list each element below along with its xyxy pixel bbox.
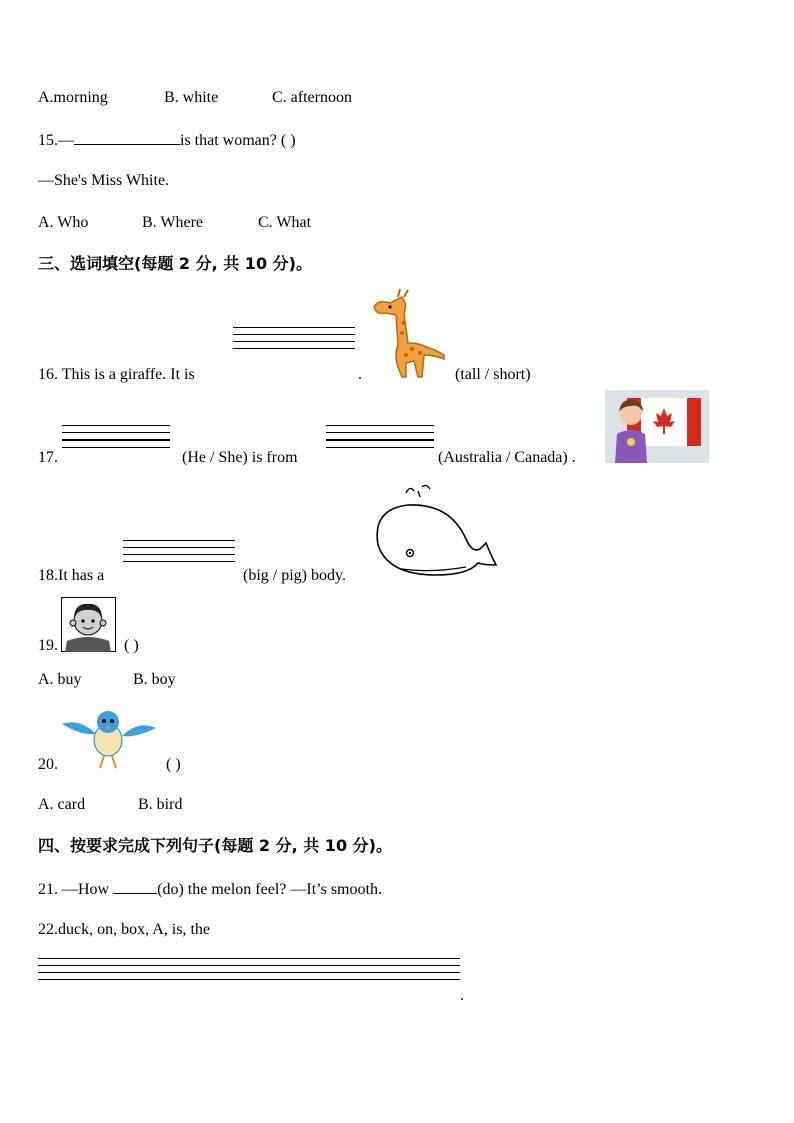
q18-writing-lines[interactable] bbox=[123, 540, 235, 562]
q20-answer-paren[interactable]: ( ) bbox=[166, 756, 181, 773]
q14-option-b: B. white bbox=[164, 89, 219, 106]
q21-blank[interactable] bbox=[113, 879, 157, 894]
q15-blank[interactable] bbox=[74, 130, 180, 145]
q14-option-c: C. afternoon bbox=[272, 89, 352, 106]
q19-answer-paren[interactable]: ( ) bbox=[124, 637, 139, 654]
q19-option-b: B. boy bbox=[133, 671, 176, 688]
canada-flag-boy-icon bbox=[605, 390, 709, 463]
q20-option-b: B. bird bbox=[138, 796, 183, 813]
q20-number: 20. bbox=[38, 756, 58, 773]
q15-option-b: B. Where bbox=[142, 214, 204, 231]
q15-answer: —She's Miss White. bbox=[38, 172, 170, 189]
q14-option-a: A.morning bbox=[38, 89, 108, 106]
q15-question bbox=[38, 130, 296, 151]
q22-writing-lines[interactable] bbox=[38, 958, 460, 980]
giraffe-icon bbox=[368, 285, 448, 380]
whale-icon bbox=[372, 483, 498, 579]
q21-pre: 21. —How bbox=[38, 881, 110, 898]
q22-period: . bbox=[460, 987, 464, 1004]
q16-writing-lines[interactable] bbox=[233, 327, 355, 349]
q17-number: 17. bbox=[38, 449, 58, 466]
q19-number: 19. bbox=[38, 637, 58, 654]
q20-option-a: A. card bbox=[38, 796, 86, 813]
q15-number: 15.— bbox=[38, 132, 74, 149]
q17-options: (Australia / Canada) . bbox=[438, 449, 576, 466]
q15-option-a: A. Who bbox=[38, 214, 89, 231]
q21-post: (do) the melon feel? —It’s smooth. bbox=[157, 881, 382, 898]
q18-text: 18.It has a bbox=[38, 567, 105, 584]
q15-option-c: C. What bbox=[258, 214, 312, 231]
section3-title: 三、选词填空(每题 2 分, 共 10 分)。 bbox=[38, 254, 312, 273]
q16-options: (tall / short) bbox=[455, 366, 531, 383]
q21-question bbox=[38, 879, 382, 900]
q15-stem: is that woman? ( ) bbox=[180, 132, 296, 149]
boy-icon bbox=[61, 597, 116, 652]
bird-icon bbox=[60, 706, 158, 770]
q18-options: (big / pig) body. bbox=[243, 567, 346, 584]
q16-period: . bbox=[358, 366, 362, 383]
q19-option-a: A. buy bbox=[38, 671, 82, 688]
q16-text: 16. This is a giraffe. It is bbox=[38, 366, 195, 383]
q17-writing-lines-1[interactable] bbox=[62, 425, 170, 448]
section4-title: 四、按要求完成下列句子(每题 2 分, 共 10 分)。 bbox=[38, 836, 392, 855]
q22-text: 22.duck, on, box, A, is, the bbox=[38, 921, 210, 938]
q17-mid: (He / She) is from bbox=[182, 449, 298, 466]
q17-writing-lines-2[interactable] bbox=[326, 425, 434, 448]
